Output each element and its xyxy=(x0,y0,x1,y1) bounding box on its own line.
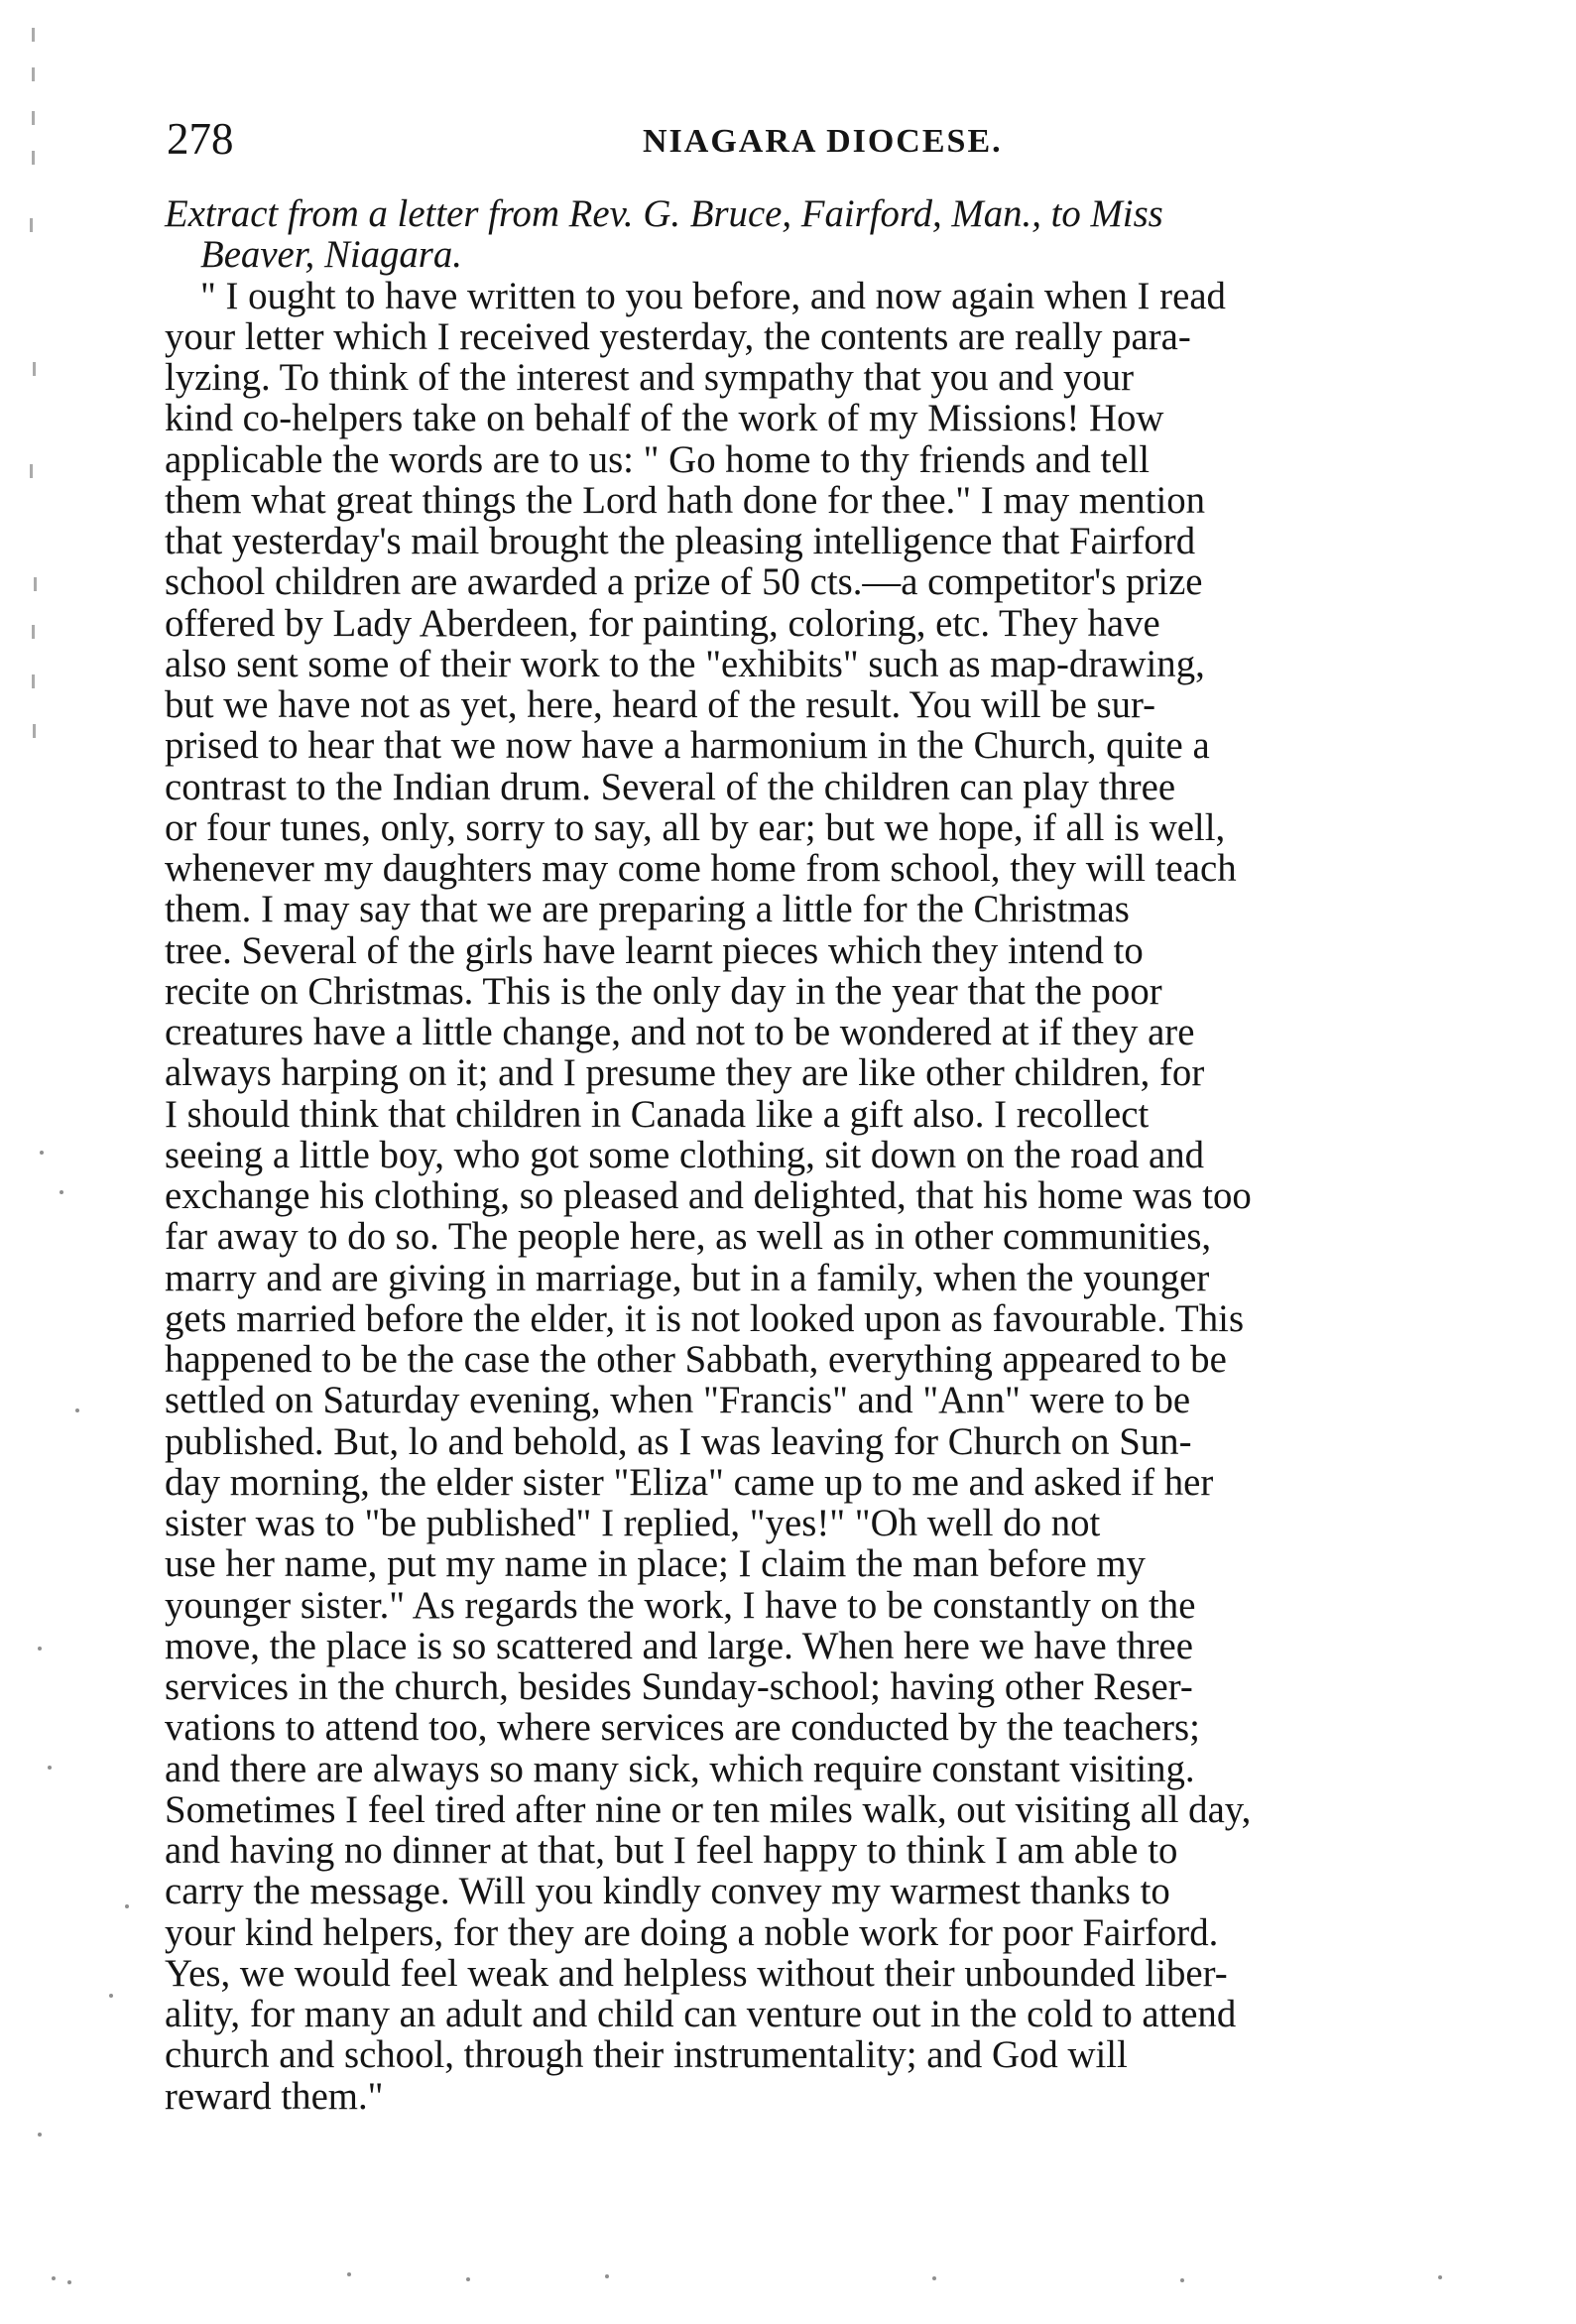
scan-mark xyxy=(32,151,35,165)
letter-line: vations to attend too, where services are conducted by the teachers; xyxy=(165,1706,1200,1750)
scan-dot xyxy=(38,1647,42,1651)
scan-mark xyxy=(32,674,35,688)
letter-line: or four tunes, only, sorry to say, all by ear; but we hope, if all is well, xyxy=(165,805,1226,849)
letter-line: them what great things the Lord hath done for thee." I may mention xyxy=(165,478,1206,522)
letter-line: your kind helpers, for they are doing a noble work for poor Fairford. xyxy=(165,1910,1219,1954)
extract-heading-line: Beaver, Niagara. xyxy=(200,233,463,277)
letter-line: younger sister." As regards the work, I have to be constantly on the xyxy=(165,1583,1196,1627)
letter-line: tree. Several of the girls have learnt pieces which they intend to xyxy=(165,928,1144,972)
letter-line: use her name, put my name in place; I claim the man before my xyxy=(165,1542,1146,1586)
left-margin-scan-marks xyxy=(18,0,77,2324)
letter-line: gets married before the elder, it is not looked upon as favourable. This xyxy=(165,1296,1245,1340)
letter-line: far away to do so. The people here, as well as in other communities, xyxy=(165,1215,1212,1259)
scan-dot xyxy=(40,1151,44,1155)
scan-dot xyxy=(125,1904,129,1908)
letter-line: happened to be the case the other Sabbath, everything appeared to be xyxy=(165,1338,1227,1381)
scan-dot xyxy=(48,1766,52,1770)
letter-line: them. I may say that we are preparing a little for the Christmas xyxy=(165,888,1130,931)
letter-line: lyzing. To think of the interest and sympathy that you and your xyxy=(165,356,1135,399)
letter-line: and having no dinner at that, but I feel happy to think I am able to xyxy=(165,1829,1178,1872)
scan-dot xyxy=(1438,2275,1442,2279)
letter-line: I should think that children in Canada like a gift also. I recollect xyxy=(165,1092,1150,1136)
scan-dot xyxy=(52,2276,56,2280)
scan-mark xyxy=(30,464,33,478)
letter-line: Yes, we would feel weak and helpless without their unbounded liber- xyxy=(165,1951,1228,1995)
scan-mark xyxy=(33,362,36,376)
scan-dot xyxy=(932,2276,936,2280)
letter-line: move, the place is so scattered and large. When here we have three xyxy=(165,1624,1194,1667)
scan-dot xyxy=(109,1994,113,1998)
letter-line: kind co-helpers take on behalf of the work of my Missions! How xyxy=(165,397,1164,440)
letter-line: prised to hear that we now have a harmonium in the Church, quite a xyxy=(165,724,1210,768)
letter-line: Sometimes I feel tired after nine or ten miles walk, out visiting all day, xyxy=(165,1787,1252,1831)
page-number: 278 xyxy=(167,114,234,164)
letter-line: settled on Saturday evening, when "Francis" and "Ann" were to be xyxy=(165,1379,1191,1422)
letter-line: reward them." xyxy=(165,2074,384,2118)
letter-line: exchange his clothing, so pleased and delighted, that his home was too xyxy=(165,1174,1252,1217)
letter-line: ality, for many an adult and child can venture out in the cold to attend xyxy=(165,1993,1237,2035)
scan-mark xyxy=(34,577,37,591)
scan-dot xyxy=(466,2277,470,2281)
scan-dot xyxy=(67,2280,71,2284)
letter-line: but we have not as yet, here, heard of the result. You will be sur- xyxy=(165,683,1156,726)
page-header xyxy=(167,109,1496,169)
letter-line: contrast to the Indian drum. Several of the children can play three xyxy=(165,765,1176,808)
scan-mark xyxy=(32,625,35,639)
letter-line: offered by Lady Aberdeen, for painting, coloring, etc. They have xyxy=(165,601,1160,645)
letter-line: also sent some of their work to the "exhibits" such as map-drawing, xyxy=(165,642,1205,685)
letter-line: sister was to "be published" I replied, "yes!" "Oh well do not xyxy=(165,1502,1101,1544)
bottom-scan-marks xyxy=(0,2266,1576,2306)
letter-text-block xyxy=(165,193,1494,2117)
scan-mark xyxy=(30,218,33,232)
scan-dot xyxy=(1180,2278,1184,2282)
scan-dot xyxy=(75,1408,79,1412)
scan-mark xyxy=(32,28,35,42)
letter-line: school children are awarded a prize of 50 cts.—a competitor's prize xyxy=(165,560,1203,604)
letter-line: church and school, through their instrumentality; and God will xyxy=(165,2033,1128,2077)
running-title: NIAGARA DIOCESE. xyxy=(643,123,1003,160)
scan-mark xyxy=(32,111,35,125)
letter-line: marry and are giving in marriage, but in a family, when the younger xyxy=(165,1256,1210,1299)
letter-line: published. But, lo and behold, as I was leaving for Church on Sun- xyxy=(165,1419,1192,1463)
scan-dot xyxy=(38,2133,42,2137)
letter-line: " I ought to have written to you before, and now again when I read xyxy=(200,274,1226,317)
scan-dot xyxy=(60,1190,63,1194)
letter-line: applicable the words are to us: " Go home to thy friends and tell xyxy=(165,437,1151,481)
letter-line: and there are always so many sick, which require constant visiting. xyxy=(165,1747,1195,1790)
letter-line: always harping on it; and I presume they are like other children, for xyxy=(165,1051,1205,1095)
letter-line: whenever my daughters may come home from school, they will teach xyxy=(165,847,1237,890)
letter-line: your letter which I received yesterday, the contents are really para- xyxy=(165,314,1191,358)
scan-dot xyxy=(347,2272,351,2276)
letter-line: recite on Christmas. This is the only day in the year that the poor xyxy=(165,969,1162,1013)
scan-mark xyxy=(33,724,36,738)
letter-line: day morning, the elder sister "Eliza" came up to me and asked if her xyxy=(165,1460,1214,1504)
letter-line: carry the message. Will you kindly convey my warmest thanks to xyxy=(165,1870,1170,1913)
extract-heading-line: Extract from a letter from Rev. G. Bruce, Fairford, Man., to Miss xyxy=(165,192,1163,235)
letter-line: seeing a little boy, who got some clothing, sit down on the road and xyxy=(165,1133,1205,1176)
scan-mark xyxy=(32,67,35,81)
letter-line: services in the church, besides Sunday-school; having other Reser- xyxy=(165,1665,1193,1708)
letter-line: that yesterday's mail brought the pleasing intelligence that Fairford xyxy=(165,520,1196,562)
letter-line: creatures have a little change, and not to be wondered at if they are xyxy=(165,1011,1195,1053)
scan-dot xyxy=(605,2274,609,2278)
